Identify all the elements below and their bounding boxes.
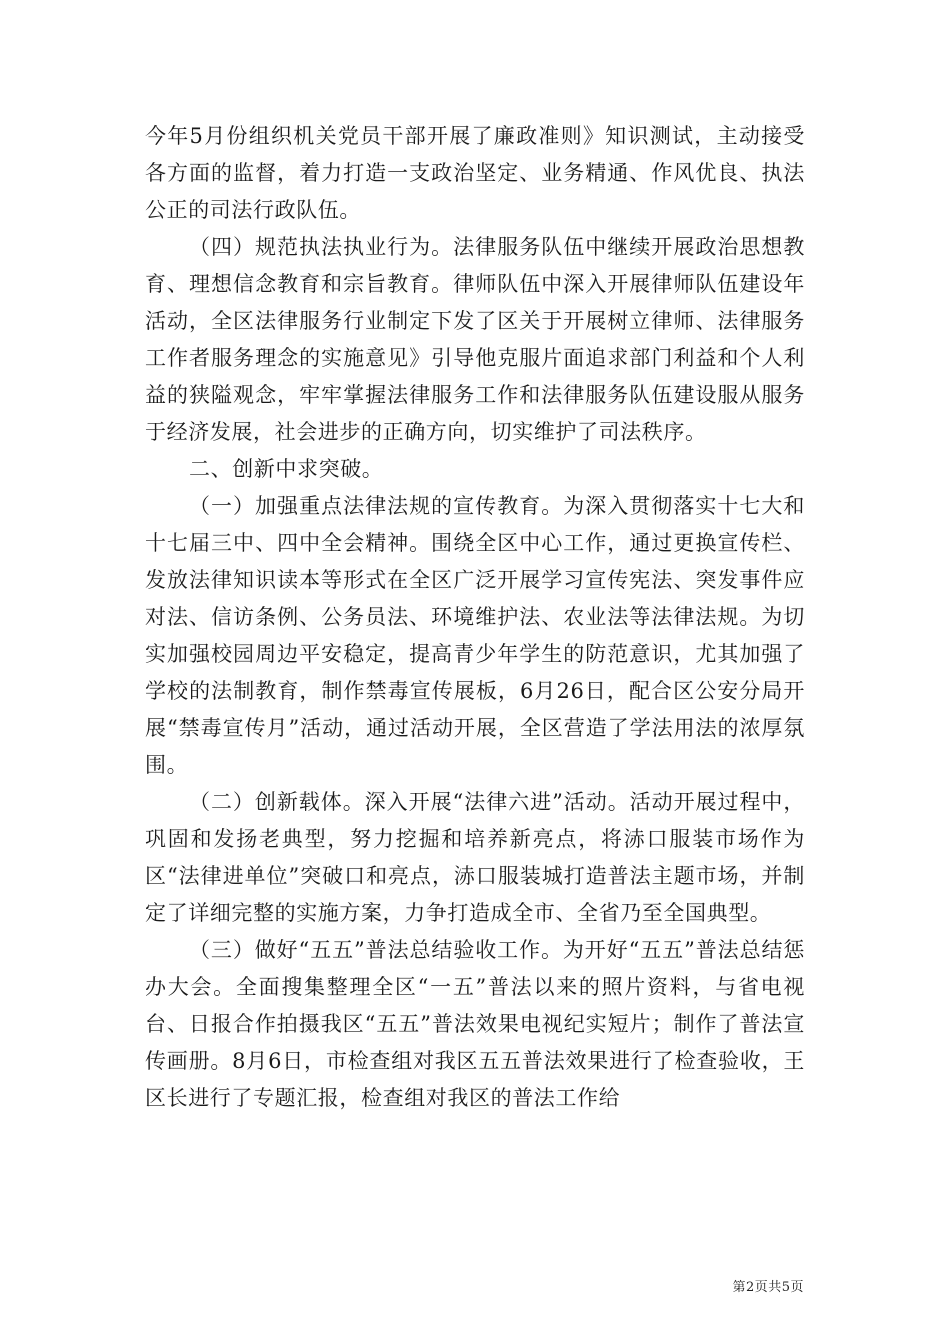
paragraph-subsection-2: （二）创新载体。深入开展“法律六进”活动。活动开展过程中，巩固和发扬老典型，努力挖掘和培养新亮点，将浾口服装市场作为区“法律进单位”突破口和亮点，浾口服装城打造普法主题市场，并制定了详细完整的实施方案，力争打造成全市、全省乃至全国典型。 [145, 790, 805, 925]
section-heading-2: 二、创新中求突破。 [189, 457, 384, 481]
paragraph-continuation: 今年5月份组织机关党员干部开展了廉政准则》知识测试，主动接受各方面的监督，着力打造一支政治坚定、业务精通、作风优良、执法公正的司法行政队伍。 [145, 124, 805, 222]
page-number: 第2页共5页 [732, 1280, 804, 1295]
document-body [145, 118, 805, 1117]
paragraph-subsection-3: （三）做好“五五”普法总结验收工作。为开好“五五”普法总结惩办大会。全面搜集整理全区“一五”普法以来的照片资料，与省电视台、日报合作拍摄我区“五五”普法效果电视纪实短片；制作了普法宣传画册。8月6日，市检查组对我区五五普法效果进行了检查验收，王区长进行了专题汇报，检查组对我区的普法工作给 [145, 938, 805, 1110]
paragraph-subsection-1: （一）加强重点法律法规的宣传教育。为深入贯彻落实十七大和十七届三中、四中全会精神。围绕全区中心工作，通过更换宣传栏、发放法律知识读本等形式在全区广泛开展学习宣传宪法、突发事件应对法、信访条例、公务员法、环境维护法、农业法等法律法规。为切实加强校园周边平安稳定，提高青少年学生的防范意识，尤其加强了学校的法制教育，制作禁毒宣传展板，6月26日，配合区公安分局开展“禁毒宣传月”活动，通过活动开展，全区营造了学法用法的浓厚氛围。 [145, 494, 805, 777]
paragraph-section-4: （四）规范执法执业行为。法律服务队伍中继续开展政治思想教育、理想信念教育和宗旨教育。律师队伍中深入开展律师队伍建设年活动，全区法律服务行业制定下发了区关于开展树立律师、法律服务工作者服务理念的实施意见》引导他克服片面追求部门利益和个人利益的狭隘观念，牢牢掌握法律服务工作和法律服务队伍建设服从服务于经济发展，社会进步的正确方向，切实维护了司法秩序。 [145, 235, 805, 444]
